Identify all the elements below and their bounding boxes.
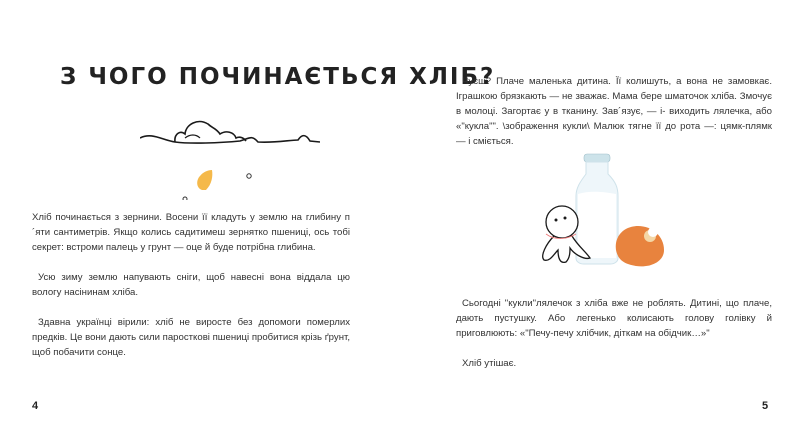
right-page	[400, 0, 800, 436]
soil-illustration	[140, 110, 320, 200]
page-title: З ЧОГО ПОЧИНАЄТЬСЯ ХЛІБ?	[60, 64, 496, 90]
right-body-text-bottom	[456, 296, 772, 386]
bread-roll	[616, 226, 664, 266]
doll-milk-bread-illustration	[540, 150, 690, 280]
paragraph: Хліб починається з зернини. Восени її кладуть у землю на глибину п´яти сантиметрів. Якщо колись садитимеш зернятко пшениці, ось тобі секрет: встроми палець у грунт — оце й буде потрібна глибина.	[32, 212, 350, 253]
page-number: 5	[762, 400, 769, 412]
seed-icon	[197, 170, 212, 190]
page-number: 4	[32, 400, 39, 412]
paragraph: Чуєш? Плаче маленька дитина. Її колишуть, а вона не замовкає. Іграшкою брязкають — не зважає. Мама бере шматочок хліба. Змочує в молоці. Загортає у в тканину. Зав´язує, — і- виходить лялечка, або «"кукла"". \зображення кукли\ Малюк тягне її до рота —: цямк-плямк — і сміється.	[456, 76, 772, 147]
paragraph: Здавна українці вірили: хліб не виросте без допомоги померлих предків. Це вони дають сили паросткові пшениці пробитися крізь ґрунт, щоб побачити сонце.	[32, 317, 350, 358]
left-body-text	[32, 210, 350, 375]
milk-bottle	[576, 154, 618, 264]
paragraph: Усю зиму землю напувають сніги, щоб навесні вона віддала цю вологу насінинам хліба.	[32, 272, 350, 298]
paragraph: Сьогодні "кукли"лялечок з хліба вже не роблять. Дитині, що плаче, дають пустушку. Або легенько колисають голову голівку й приговлюють: «"Печу-печу хлібчик, діткам на обідчик…»"	[456, 298, 772, 339]
paragraph: Хліб утішає.	[462, 358, 517, 369]
